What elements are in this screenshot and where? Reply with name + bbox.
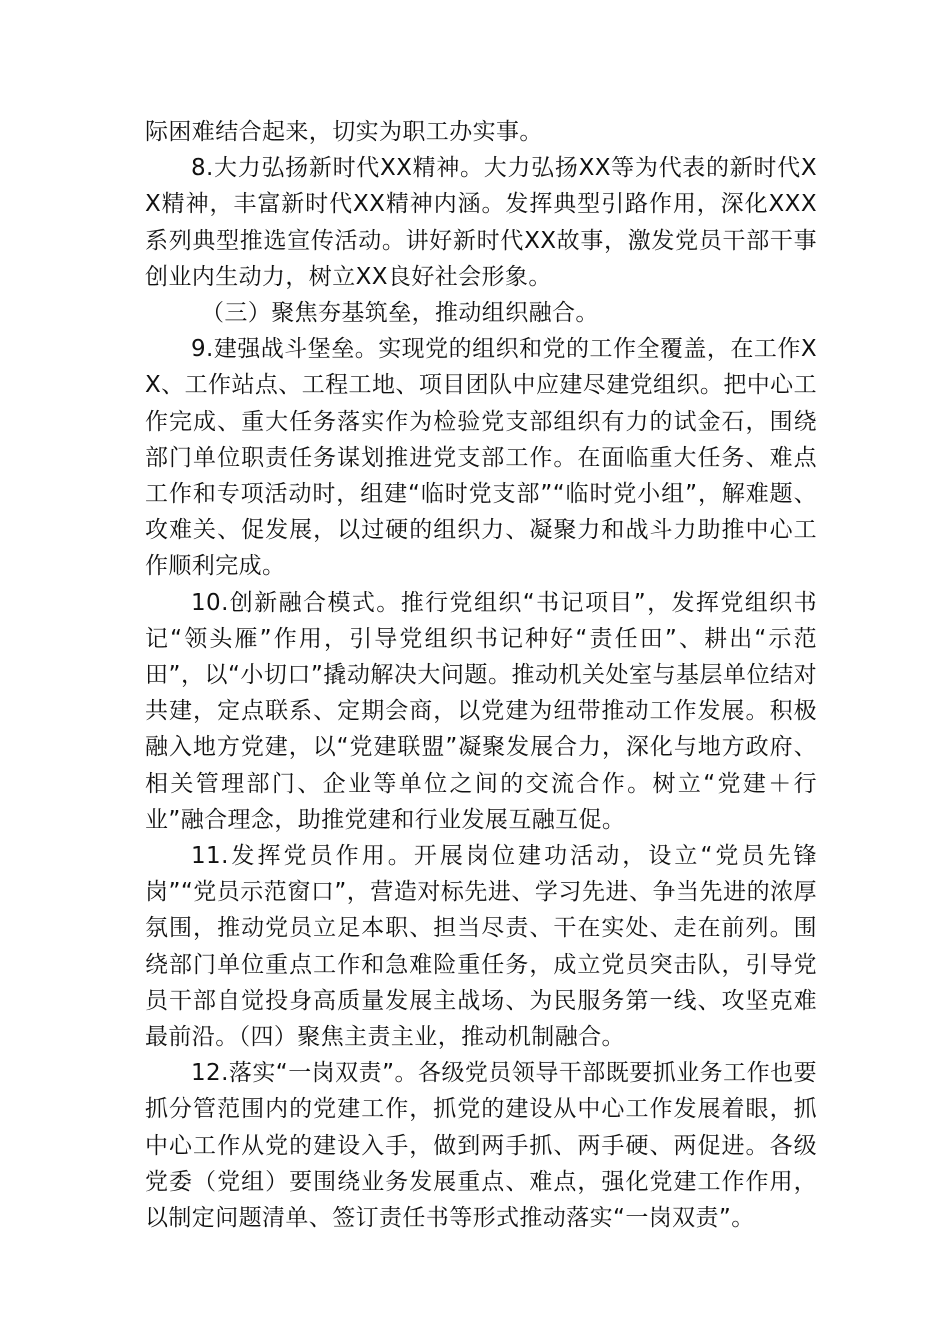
paragraph-11-party-member-role: 11.发挥党员作用。开展岗位建功活动，设立“党员先锋岗”“党员示范窗口”，营造对标先进、学习先进、争当先进的浓厚氛围，推动党员立足本职、担当尽责、干在实处、走在前列。围绕部门单位重点工作和急难险重任务，成立党员突击队，引导党员干部自觉投身高质量发展主战场、为民服务第一线、攻坚克难最前沿。（四）聚焦主责主业，推动机制融合。 — [145, 843, 817, 1051]
section-heading-3: （三）聚焦夯基筑垒，推动组织融合。 — [201, 300, 599, 327]
paragraph-8-promote-spirit: 8.大力弘扬新时代XX精神。大力弘扬XX等为代表的新时代XX精神，丰富新时代XX精神内涵。发挥典型引路作用，深化XXX系列典型推选宣传活动。讲好新时代XX故事，激发党员干部干事创业内生动力，树立XX良好社会形象。 — [145, 155, 817, 290]
paragraph-9-fortress: 9.建强战斗堡垒。实现党的组织和党的工作全覆盖，在工作XX、工作站点、工程工地、项目团队中应建尽建党组织。把中心工作完成、重大任务落实作为检验党支部组织有力的试金石，围绕部门单位职责任务谋划推进党支部工作。在面临重大任务、难点工作和专项活动时，组建“临时党支部”“临时党小组”，解难题、攻难关、促发展，以过硬的组织力、凝聚力和战斗力助推中心工作顺利完成。 — [145, 336, 817, 580]
paragraph-10-integration-mode: 10.创新融合模式。推行党组织“书记项目”，发挥党组织书记“领头雁”作用，引导党组织书记种好“责任田”、耕出“示范田”，以“小切口”撬动解决大问题。推动机关处室与基层单位结对共建，定点联系、定期会商，以党建为纽带推动工作发展。积极融入地方党建，以“党建联盟”凝聚发展合力，深化与地方政府、相关管理部门、企业等单位之间的交流合作。树立“党建＋行业”融合理念，助推党建和行业发展互融互促。 — [145, 589, 817, 833]
paragraph-12-dual-responsibility: 12.落实“一岗双责”。各级党员领导干部既要抓业务工作也要抓分管范围内的党建工作，抓党的建设从中心工作发展着眼，抓中心工作从党的建设入手，做到两手抓、两手硬、两促进。各级党委（党组）要围绕业务发展重点、难点，强化党建工作作用，以制定问题清单、签订责任书等形式推动落实“一岗双责”。 — [145, 1060, 817, 1232]
document-body — [145, 114, 817, 1236]
paragraph-continuation: 际困难结合起来，切实为职工办实事。 — [145, 119, 543, 145]
